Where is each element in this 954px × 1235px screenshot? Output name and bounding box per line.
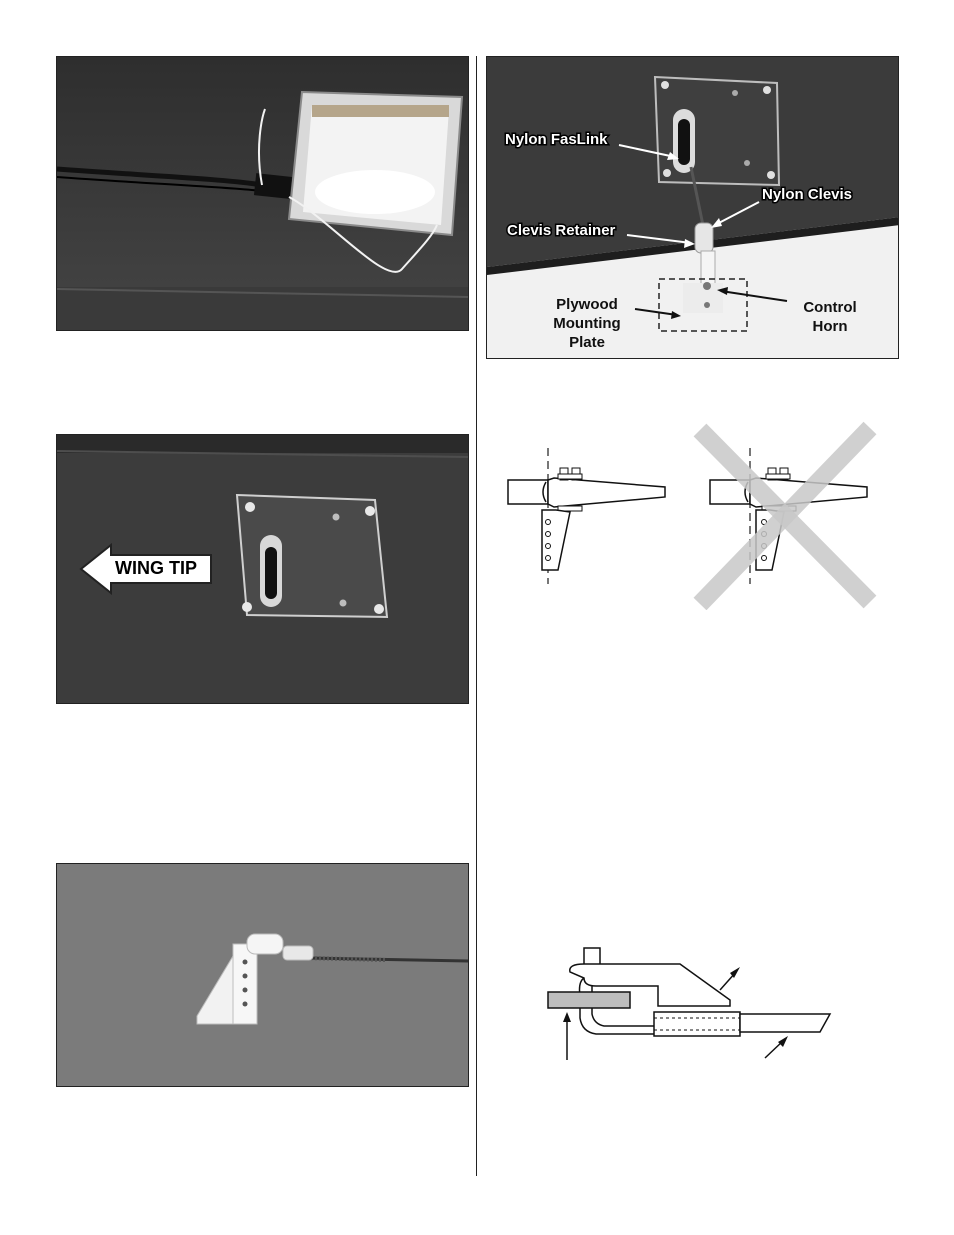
photo-servo-bay [56, 56, 469, 331]
diagram-faslink-section [540, 940, 840, 1065]
photo-linkage-labelled [486, 56, 899, 359]
servo-bay-illustration [57, 57, 469, 331]
label-nylon-faslink: Nylon FasLink [505, 131, 608, 148]
wing-tip-arrow [79, 543, 214, 595]
control-horn-illustration [57, 864, 469, 1087]
label-nylon-clevis: Nylon Clevis [762, 186, 853, 203]
photo-servo-hatch [56, 434, 469, 704]
label-plate: Plate [569, 334, 605, 351]
label-control: Control [803, 299, 857, 316]
faslink-section-svg [540, 940, 840, 1065]
horn-alignment-svg [500, 420, 890, 610]
diagram-horn-alignment [500, 420, 890, 610]
label-horn: Horn [812, 318, 848, 335]
correct-alignment [508, 448, 665, 584]
incorrect-alignment [700, 428, 870, 604]
column-divider [476, 56, 477, 1176]
wing-tip-label: WING TIP [115, 558, 197, 578]
label-mounting: Mounting [553, 315, 621, 332]
label-plywood: Plywood [556, 296, 618, 313]
photo-control-horn [56, 863, 469, 1087]
linkage-illustration [487, 57, 899, 359]
label-clevis-retainer: Clevis Retainer [507, 222, 616, 239]
